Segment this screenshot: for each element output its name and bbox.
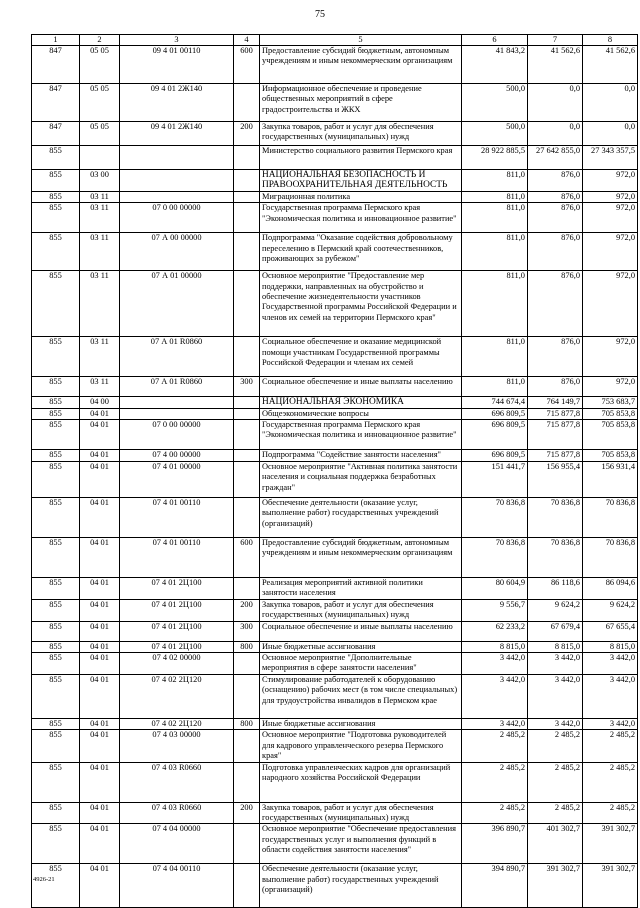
cell-value-y1: 811,0 — [462, 203, 528, 233]
cell-section-code: 03 11 — [80, 203, 120, 233]
cell-target-code: 07 4 01 00000 — [120, 462, 234, 498]
cell-section-code: 04 01 — [80, 824, 120, 864]
cell-target-code — [120, 397, 234, 408]
cell-value-y2: 3 442,0 — [528, 718, 583, 729]
cell-section-code: 04 01 — [80, 762, 120, 802]
cell-target-code: 07 4 02 2Ц120 — [120, 674, 234, 718]
cell-expense-type — [234, 397, 260, 408]
cell-section-code: 04 01 — [80, 599, 120, 621]
cell-target-code: 07 А 00 00000 — [120, 233, 234, 271]
table-row — [32, 538, 638, 578]
cell-value-y2: 764 149,7 — [528, 397, 583, 408]
cell-value-y3: 2 485,2 — [583, 730, 638, 762]
cell-value-y2: 876,0 — [528, 337, 583, 377]
cell-value-y3: 753 683,7 — [583, 397, 638, 408]
cell-value-y2: 156 955,4 — [528, 462, 583, 498]
cell-value-y1: 2 485,2 — [462, 730, 528, 762]
cell-value-y1: 744 674,4 — [462, 397, 528, 408]
table-row — [32, 450, 638, 462]
cell-expense-type — [234, 578, 260, 600]
cell-gov-code: 855 — [32, 762, 80, 802]
cell-target-code: 07 4 02 00000 — [120, 653, 234, 675]
cell-value-y3: 0,0 — [583, 84, 638, 122]
cell-value-y3: 70 836,8 — [583, 498, 638, 538]
cell-section-code: 05 05 — [80, 84, 120, 122]
cell-target-code: 07 4 01 2Ц100 — [120, 599, 234, 621]
cell-value-y3: 2 485,2 — [583, 802, 638, 824]
footer-code: 4926-21 — [33, 876, 55, 883]
cell-value-y2: 876,0 — [528, 233, 583, 271]
cell-description: Основное мероприятие "Дополнительные мероприятия в сфере занятости населения" — [260, 653, 462, 675]
cell-value-y1: 696 809,5 — [462, 408, 528, 419]
cell-value-y1: 696 809,5 — [462, 420, 528, 450]
cell-description: Государственная программа Пермского края "Экономическая политика и инновационное развитие" — [260, 420, 462, 450]
cell-value-y3: 156 931,4 — [583, 462, 638, 498]
cell-value-y3: 3 442,0 — [583, 718, 638, 729]
cell-value-y2: 715 877,8 — [528, 420, 583, 450]
cell-target-code: 07 4 04 00110 — [120, 864, 234, 908]
cell-value-y1: 811,0 — [462, 170, 528, 192]
cell-description: Реализация мероприятий активной политики занятости населения — [260, 578, 462, 600]
cell-section-code: 04 01 — [80, 641, 120, 652]
table-row — [32, 653, 638, 675]
cell-description: Информационное обеспечение и проведение общественных мероприятий в сфере градостроительства и ЖКХ — [260, 84, 462, 122]
cell-expense-type: 200 — [234, 802, 260, 824]
cell-expense-type — [234, 824, 260, 864]
cell-gov-code: 855 — [32, 641, 80, 652]
cell-expense-type: 800 — [234, 718, 260, 729]
cell-description: НАЦИОНАЛЬНАЯ ЭКОНОМИКА — [260, 397, 462, 408]
table-row — [32, 46, 638, 84]
cell-description: Социальное обеспечение и оказание медицинской помощи участникам Государственной программы Российской Федерации и членам их семей — [260, 337, 462, 377]
cell-expense-type — [234, 864, 260, 908]
cell-section-code: 04 01 — [80, 462, 120, 498]
cell-value-y1: 500,0 — [462, 84, 528, 122]
cell-value-y3: 3 442,0 — [583, 674, 638, 718]
cell-target-code: 07 4 01 2Ц100 — [120, 621, 234, 641]
cell-description: Стимулирование работодателей к оборудованию (оснащению) рабочих мест (в том числе специальных) для трудоустройства инвалидов в Пермском крае — [260, 674, 462, 718]
table-row — [32, 203, 638, 233]
table-header-row — [32, 35, 638, 46]
cell-target-code: 07 0 00 00000 — [120, 420, 234, 450]
table-row — [32, 674, 638, 718]
cell-value-y1: 70 836,8 — [462, 538, 528, 578]
cell-gov-code: 855 — [32, 674, 80, 718]
cell-gov-code: 855 — [32, 337, 80, 377]
cell-value-y3: 972,0 — [583, 377, 638, 397]
cell-description: Общеэкономические вопросы — [260, 408, 462, 419]
cell-value-y3: 972,0 — [583, 191, 638, 202]
cell-value-y1: 811,0 — [462, 233, 528, 271]
col-header-7: 7 — [528, 35, 583, 46]
cell-expense-type — [234, 84, 260, 122]
cell-expense-type — [234, 203, 260, 233]
cell-description: Обеспечение деятельности (оказание услуг, выполнение работ) государственных учреждений (организаций) — [260, 498, 462, 538]
cell-value-y1: 28 922 885,5 — [462, 146, 528, 170]
table-row — [32, 599, 638, 621]
cell-target-code: 07 4 03 R0660 — [120, 762, 234, 802]
cell-value-y2: 27 642 855,0 — [528, 146, 583, 170]
col-header-3: 3 — [120, 35, 234, 46]
cell-value-y1: 2 485,2 — [462, 802, 528, 824]
cell-value-y3: 67 655,4 — [583, 621, 638, 641]
cell-section-code: 04 01 — [80, 621, 120, 641]
cell-description: Основное мероприятие "Предоставление мер поддержки, направленных на обустройство и обеспечение жизнедеятельности участников Государственной программы Российской Федерации и членов их семей на территории Пермского края" — [260, 271, 462, 337]
cell-value-y2: 876,0 — [528, 271, 583, 337]
table-row — [32, 730, 638, 762]
cell-gov-code: 855 — [32, 450, 80, 462]
cell-gov-code: 855 — [32, 408, 80, 419]
cell-section-code: 04 01 — [80, 718, 120, 729]
cell-value-y3: 972,0 — [583, 170, 638, 192]
cell-target-code: 07 4 03 00000 — [120, 730, 234, 762]
cell-value-y2: 3 442,0 — [528, 674, 583, 718]
cell-value-y1: 811,0 — [462, 377, 528, 397]
cell-value-y2: 9 624,2 — [528, 599, 583, 621]
cell-value-y1: 62 233,2 — [462, 621, 528, 641]
table-row — [32, 864, 638, 908]
cell-value-y1: 3 442,0 — [462, 674, 528, 718]
cell-value-y3: 972,0 — [583, 337, 638, 377]
cell-expense-type — [234, 762, 260, 802]
cell-value-y1: 3 442,0 — [462, 653, 528, 675]
cell-section-code: 04 01 — [80, 578, 120, 600]
cell-value-y2: 2 485,2 — [528, 802, 583, 824]
cell-description: Иные бюджетные ассигнования — [260, 718, 462, 729]
cell-gov-code: 855 — [32, 420, 80, 450]
cell-expense-type: 800 — [234, 641, 260, 652]
cell-value-y1: 500,0 — [462, 122, 528, 146]
cell-section-code: 05 05 — [80, 46, 120, 84]
cell-target-code: 07 4 03 R0660 — [120, 802, 234, 824]
cell-gov-code: 855 — [32, 377, 80, 397]
cell-gov-code: 855 — [32, 203, 80, 233]
cell-value-y1: 80 604,9 — [462, 578, 528, 600]
cell-value-y3: 705 853,8 — [583, 408, 638, 419]
cell-section-code: 04 01 — [80, 420, 120, 450]
cell-value-y3: 8 815,0 — [583, 641, 638, 652]
cell-gov-code: 855 — [32, 653, 80, 675]
cell-gov-code: 855 — [32, 730, 80, 762]
cell-value-y2: 876,0 — [528, 377, 583, 397]
cell-section-code: 03 11 — [80, 191, 120, 202]
cell-section-code: 04 01 — [80, 730, 120, 762]
cell-value-y3: 705 853,8 — [583, 450, 638, 462]
cell-gov-code: 855 — [32, 578, 80, 600]
cell-target-code — [120, 191, 234, 202]
cell-value-y2: 2 485,2 — [528, 730, 583, 762]
cell-gov-code: 855 — [32, 621, 80, 641]
cell-gov-code: 855 — [32, 802, 80, 824]
cell-description: Предоставление субсидий бюджетным, автономным учреждениям и иным некоммерческим организациям — [260, 46, 462, 84]
cell-gov-code: 855 — [32, 718, 80, 729]
cell-gov-code: 855 — [32, 397, 80, 408]
cell-value-y1: 70 836,8 — [462, 498, 528, 538]
cell-value-y3: 391 302,7 — [583, 864, 638, 908]
cell-gov-code: 855 — [32, 498, 80, 538]
cell-expense-type — [234, 450, 260, 462]
cell-section-code: 03 11 — [80, 377, 120, 397]
cell-value-y2: 8 815,0 — [528, 641, 583, 652]
cell-expense-type: 200 — [234, 599, 260, 621]
cell-description: Государственная программа Пермского края "Экономическая политика и инновационное развитие" — [260, 203, 462, 233]
cell-expense-type — [234, 408, 260, 419]
cell-value-y3: 3 442,0 — [583, 653, 638, 675]
col-header-1: 1 — [32, 35, 80, 46]
cell-value-y2: 715 877,8 — [528, 408, 583, 419]
table-row — [32, 762, 638, 802]
cell-target-code: 09 4 01 2Ж140 — [120, 122, 234, 146]
cell-gov-code: 855 — [32, 170, 80, 192]
table-row — [32, 170, 638, 192]
cell-value-y2: 0,0 — [528, 122, 583, 146]
cell-value-y3: 972,0 — [583, 271, 638, 337]
cell-description: Закупка товаров, работ и услуг для обеспечения государственных (муниципальных) нужд — [260, 599, 462, 621]
cell-description: Подпрограмма "Оказание содействия добровольному переселению в Пермский край соотечественников, проживающих за рубежом" — [260, 233, 462, 271]
table-row — [32, 578, 638, 600]
table-row — [32, 122, 638, 146]
cell-target-code: 07 4 01 00110 — [120, 498, 234, 538]
table-row — [32, 337, 638, 377]
cell-value-y2: 3 442,0 — [528, 653, 583, 675]
cell-value-y3: 0,0 — [583, 122, 638, 146]
cell-value-y3: 86 094,6 — [583, 578, 638, 600]
budget-table — [31, 34, 638, 908]
cell-target-code: 07 А 01 R0860 — [120, 337, 234, 377]
cell-target-code — [120, 170, 234, 192]
cell-value-y1: 811,0 — [462, 337, 528, 377]
cell-description: Предоставление субсидий бюджетным, автономным учреждениям и иным некоммерческим организациям — [260, 538, 462, 578]
col-header-5: 5 — [260, 35, 462, 46]
table-row — [32, 146, 638, 170]
table-row — [32, 498, 638, 538]
cell-section-code: 03 11 — [80, 271, 120, 337]
cell-value-y3: 70 836,8 — [583, 538, 638, 578]
table-row — [32, 191, 638, 202]
cell-expense-type: 200 — [234, 122, 260, 146]
cell-value-y2: 70 836,8 — [528, 538, 583, 578]
cell-value-y1: 696 809,5 — [462, 450, 528, 462]
cell-target-code: 07 4 01 00110 — [120, 538, 234, 578]
cell-description: Закупка товаров, работ и услуг для обеспечения государственных (муниципальных) нужд — [260, 122, 462, 146]
cell-expense-type: 300 — [234, 377, 260, 397]
cell-gov-code: 847 — [32, 84, 80, 122]
col-header-6: 6 — [462, 35, 528, 46]
cell-target-code: 09 4 01 2Ж140 — [120, 84, 234, 122]
table-row — [32, 420, 638, 450]
cell-section-code: 04 01 — [80, 450, 120, 462]
table-row — [32, 802, 638, 824]
cell-target-code: 07 А 01 R0860 — [120, 377, 234, 397]
cell-description: НАЦИОНАЛЬНАЯ БЕЗОПАСНОСТЬ И ПРАВООХРАНИТЕЛЬНАЯ ДЕЯТЕЛЬНОСТЬ — [260, 170, 462, 192]
cell-value-y3: 391 302,7 — [583, 824, 638, 864]
cell-expense-type: 300 — [234, 621, 260, 641]
cell-description: Миграционная политика — [260, 191, 462, 202]
cell-section-code: 04 01 — [80, 408, 120, 419]
cell-section-code: 05 05 — [80, 122, 120, 146]
cell-value-y2: 876,0 — [528, 203, 583, 233]
cell-value-y2: 67 679,4 — [528, 621, 583, 641]
cell-value-y2: 715 877,8 — [528, 450, 583, 462]
cell-description: Обеспечение деятельности (оказание услуг, выполнение работ) государственных учреждений (организаций) — [260, 864, 462, 908]
table-row — [32, 718, 638, 729]
cell-target-code: 07 4 02 2Ц120 — [120, 718, 234, 729]
cell-target-code: 07 4 01 2Ц100 — [120, 578, 234, 600]
cell-gov-code: 855 — [32, 462, 80, 498]
cell-expense-type — [234, 146, 260, 170]
cell-value-y2: 391 302,7 — [528, 864, 583, 908]
cell-gov-code: 847 — [32, 46, 80, 84]
cell-section-code: 04 01 — [80, 653, 120, 675]
cell-gov-code: 855 — [32, 271, 80, 337]
table-row — [32, 233, 638, 271]
table-row — [32, 271, 638, 337]
cell-value-y1: 396 890,7 — [462, 824, 528, 864]
cell-gov-code: 855 — [32, 191, 80, 202]
cell-section-code: 04 01 — [80, 864, 120, 908]
cell-value-y1: 811,0 — [462, 191, 528, 202]
cell-gov-code: 855 — [32, 599, 80, 621]
cell-expense-type — [234, 170, 260, 192]
cell-gov-code: 855 — [32, 864, 80, 908]
cell-value-y1: 8 815,0 — [462, 641, 528, 652]
cell-expense-type — [234, 730, 260, 762]
cell-section-code: 03 11 — [80, 337, 120, 377]
cell-expense-type — [234, 462, 260, 498]
page-number: 75 — [315, 9, 325, 20]
cell-target-code — [120, 146, 234, 170]
col-header-2: 2 — [80, 35, 120, 46]
cell-description: Иные бюджетные ассигнования — [260, 641, 462, 652]
cell-expense-type — [234, 233, 260, 271]
cell-description: Основное мероприятие "Подготовка руководителей для кадрового управленческого резерва Пермского края" — [260, 730, 462, 762]
cell-section-code: 04 01 — [80, 802, 120, 824]
table-row — [32, 621, 638, 641]
cell-target-code: 09 4 01 00110 — [120, 46, 234, 84]
table-row — [32, 377, 638, 397]
cell-gov-code: 847 — [32, 122, 80, 146]
table-body — [32, 46, 638, 908]
cell-value-y1: 3 442,0 — [462, 718, 528, 729]
cell-description: Подпрограмма "Содействие занятости населения" — [260, 450, 462, 462]
table-row — [32, 462, 638, 498]
col-header-8: 8 — [583, 35, 638, 46]
table-row — [32, 397, 638, 408]
cell-value-y2: 2 485,2 — [528, 762, 583, 802]
cell-value-y2: 70 836,8 — [528, 498, 583, 538]
cell-target-code: 07 4 04 00000 — [120, 824, 234, 864]
table-row — [32, 408, 638, 419]
cell-value-y1: 811,0 — [462, 271, 528, 337]
cell-description: Социальное обеспечение и иные выплаты населению — [260, 621, 462, 641]
table-row — [32, 84, 638, 122]
cell-target-code: 07 4 00 00000 — [120, 450, 234, 462]
cell-section-code: 04 01 — [80, 498, 120, 538]
cell-value-y2: 876,0 — [528, 170, 583, 192]
cell-value-y3: 972,0 — [583, 233, 638, 271]
cell-description: Закупка товаров, работ и услуг для обеспечения государственных (муниципальных) нужд — [260, 802, 462, 824]
cell-target-code: 07 А 01 00000 — [120, 271, 234, 337]
cell-section-code: 03 00 — [80, 170, 120, 192]
cell-value-y1: 151 441,7 — [462, 462, 528, 498]
cell-section-code: 04 01 — [80, 538, 120, 578]
cell-value-y2: 876,0 — [528, 191, 583, 202]
col-header-4: 4 — [234, 35, 260, 46]
cell-value-y2: 401 302,7 — [528, 824, 583, 864]
cell-gov-code: 855 — [32, 233, 80, 271]
cell-target-code: 07 0 00 00000 — [120, 203, 234, 233]
cell-expense-type: 600 — [234, 538, 260, 578]
cell-value-y2: 0,0 — [528, 84, 583, 122]
cell-expense-type — [234, 271, 260, 337]
cell-expense-type — [234, 498, 260, 538]
cell-description: Подготовка управленческих кадров для организаций народного хозяйства Российской Федерации — [260, 762, 462, 802]
cell-value-y3: 41 562,6 — [583, 46, 638, 84]
cell-value-y2: 41 562,6 — [528, 46, 583, 84]
table-row — [32, 641, 638, 652]
cell-description: Основное мероприятие "Обеспечение предоставления государственных услуг и выполнения функций в области содействия занятости населения" — [260, 824, 462, 864]
cell-value-y1: 394 890,7 — [462, 864, 528, 908]
cell-section-code: 03 11 — [80, 233, 120, 271]
cell-description: Министерство социального развития Пермского края — [260, 146, 462, 170]
cell-value-y3: 9 624,2 — [583, 599, 638, 621]
cell-section-code: 04 01 — [80, 674, 120, 718]
cell-value-y2: 86 118,6 — [528, 578, 583, 600]
cell-gov-code: 855 — [32, 146, 80, 170]
table-row — [32, 824, 638, 864]
cell-expense-type — [234, 191, 260, 202]
cell-section-code — [80, 146, 120, 170]
cell-value-y1: 41 843,2 — [462, 46, 528, 84]
cell-value-y3: 972,0 — [583, 203, 638, 233]
cell-target-code — [120, 408, 234, 419]
cell-section-code: 04 00 — [80, 397, 120, 408]
cell-value-y1: 9 556,7 — [462, 599, 528, 621]
cell-description: Основное мероприятие "Активная политика занятости населения и социальная поддержка безработных граждан" — [260, 462, 462, 498]
cell-expense-type — [234, 337, 260, 377]
cell-gov-code: 855 — [32, 824, 80, 864]
cell-value-y3: 2 485,2 — [583, 762, 638, 802]
cell-expense-type — [234, 420, 260, 450]
cell-target-code: 07 4 01 2Ц100 — [120, 641, 234, 652]
cell-value-y3: 27 343 357,5 — [583, 146, 638, 170]
cell-expense-type — [234, 674, 260, 718]
cell-value-y3: 705 853,8 — [583, 420, 638, 450]
cell-expense-type — [234, 653, 260, 675]
cell-description: Социальное обеспечение и иные выплаты населению — [260, 377, 462, 397]
cell-value-y1: 2 485,2 — [462, 762, 528, 802]
cell-expense-type: 600 — [234, 46, 260, 84]
cell-gov-code: 855 — [32, 538, 80, 578]
